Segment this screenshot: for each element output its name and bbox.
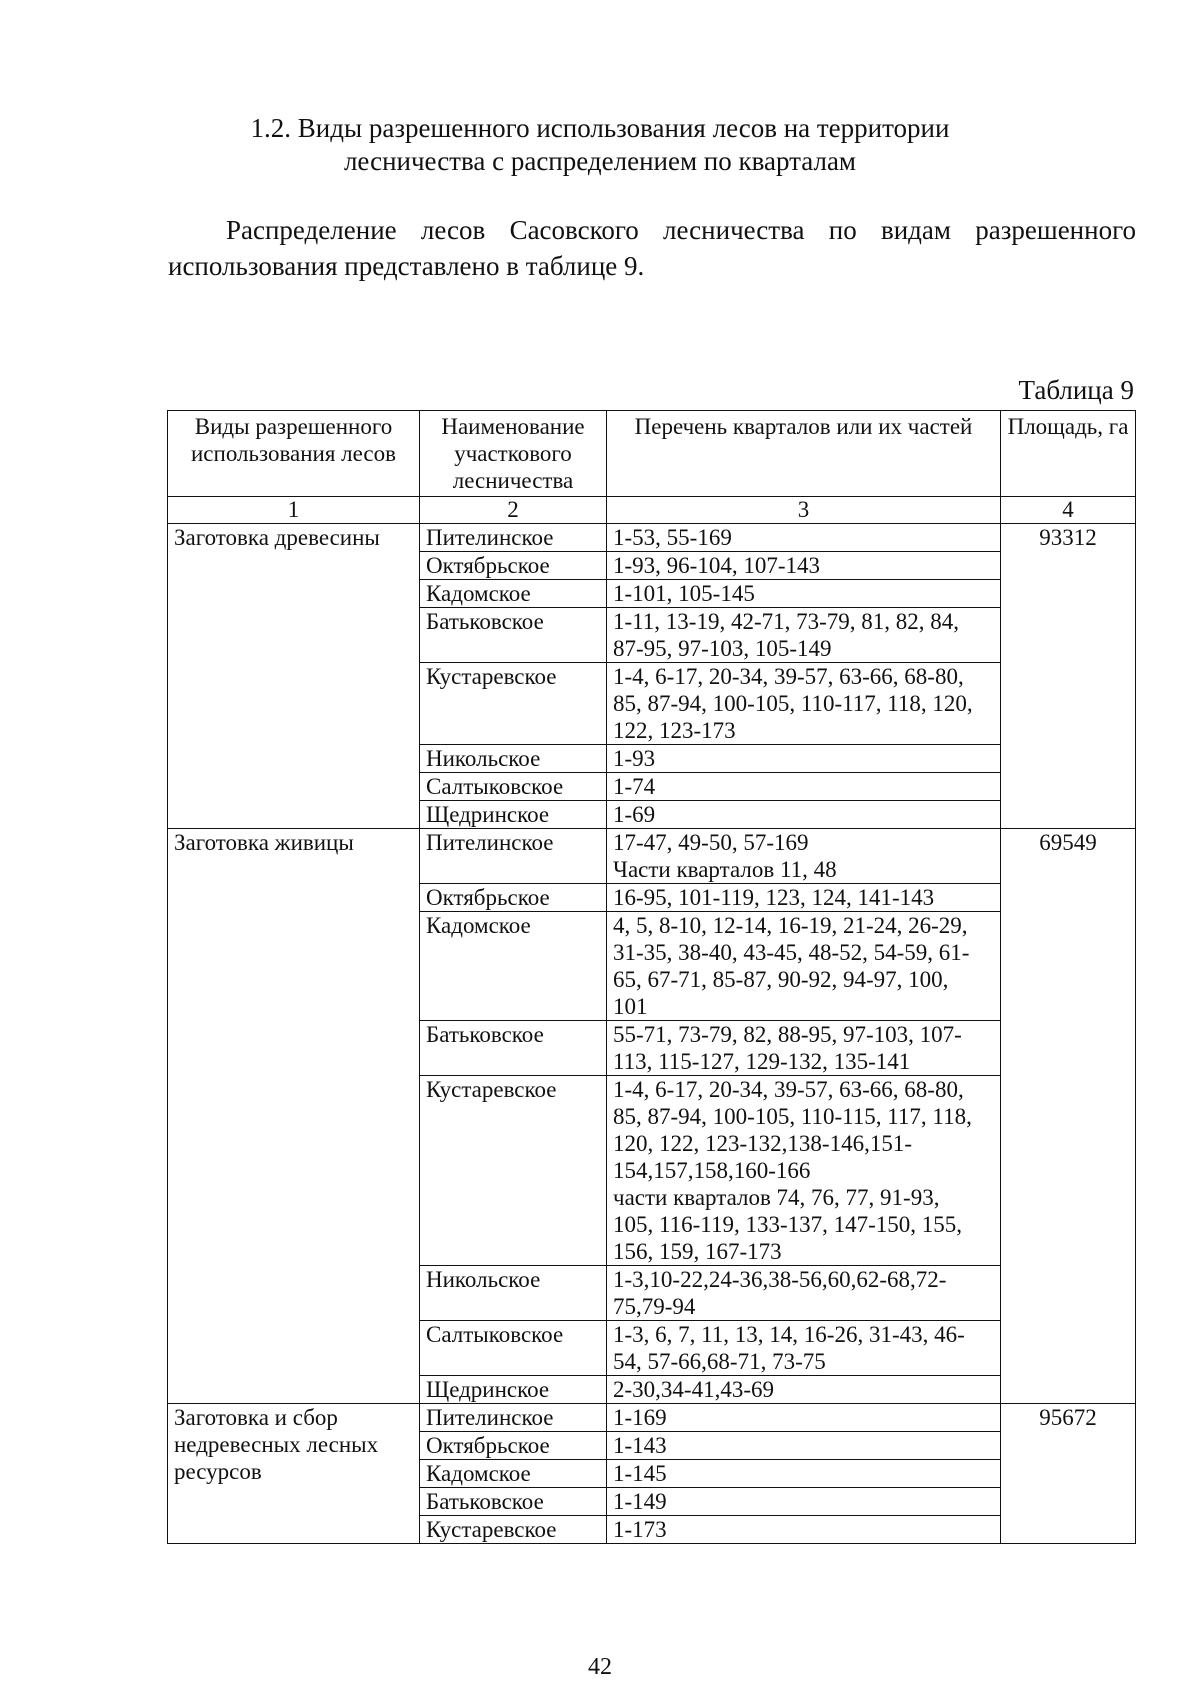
- cell-quarters: 1-69: [607, 801, 1001, 829]
- cell-quarters: 1-101, 105-145: [607, 580, 1001, 608]
- column-number: 1: [168, 497, 420, 524]
- intro-line-2: использования представлено в таблице 9.: [168, 251, 645, 281]
- table-header-row: [168, 411, 1136, 497]
- cell-quarters: 1-145: [607, 1460, 1001, 1488]
- cell-quarters: 1-11, 13-19, 42-71, 73-79, 81, 82, 84, 87-95, 97-103, 105-149: [607, 608, 1001, 663]
- forest-use-table: [167, 410, 1136, 1544]
- cell-forestry: Батьковское: [420, 1488, 607, 1516]
- cell-forestry: Пителинское: [420, 1404, 607, 1432]
- section-heading-line-2: лесничества с распределением по кварталам: [343, 146, 857, 176]
- cell-area: 69549: [1001, 829, 1136, 1404]
- cell-forestry: Никольское: [420, 745, 607, 773]
- cell-area: 93312: [1001, 524, 1136, 829]
- cell-quarters: 1-74: [607, 773, 1001, 801]
- cell-quarters: 17-47, 49-50, 57-169 Части кварталов 11, 48: [607, 829, 1001, 884]
- cell-quarters: 55-71, 73-79, 82, 88-95, 97-103, 107- 113, 115-127, 129-132, 135-141: [607, 1021, 1001, 1076]
- header-area: Площадь, га: [1001, 411, 1136, 497]
- cell-forestry: Батьковское: [420, 1021, 607, 1076]
- cell-quarters: 1-173: [607, 1516, 1001, 1544]
- cell-quarters: 1-143: [607, 1432, 1001, 1460]
- cell-quarters: 4, 5, 8-10, 12-14, 16-19, 21-24, 26-29, 31-35, 38-40, 43-45, 48-52, 54-59, 61- 65, 67-71, 85-87, 90-92, 94-97, 100, 101: [607, 912, 1001, 1021]
- cell-forestry: Кадомское: [420, 580, 607, 608]
- cell-quarters: 1-3,10-22,24-36,38-56,60,62-68,72- 75,79-94: [607, 1266, 1001, 1321]
- cell-forestry: Щедринское: [420, 801, 607, 829]
- table-row: [168, 829, 1136, 884]
- cell-quarters: 1-3, 6, 7, 11, 13, 14, 16-26, 31-43, 46- 54, 57-66,68-71, 73-75: [607, 1321, 1001, 1376]
- section-heading-line-1: 1.2. Виды разрешенного использования лесов на территории: [250, 113, 950, 143]
- section-heading: [150, 112, 1050, 178]
- cell-use-type: Заготовка живицы: [168, 829, 420, 1404]
- cell-quarters: 1-93: [607, 745, 1001, 773]
- cell-use-type: Заготовка древесины: [168, 524, 420, 829]
- cell-forestry: Щедринское: [420, 1376, 607, 1404]
- intro-line-1: Распределение лесов Сасовского лесничества по видам разрешенного: [226, 215, 1136, 245]
- cell-use-type: Заготовка и сбор недревесных лесных ресурсов: [168, 1404, 420, 1544]
- cell-area: 95672: [1001, 1404, 1136, 1544]
- cell-forestry: Пителинское: [420, 829, 607, 884]
- cell-quarters: 16-95, 101-119, 123, 124, 141-143: [607, 884, 1001, 912]
- page-number: 42: [588, 1654, 612, 1680]
- column-number: 4: [1001, 497, 1136, 524]
- table-row: [168, 524, 1136, 552]
- cell-quarters: 1-169: [607, 1404, 1001, 1432]
- cell-quarters: 1-4, 6-17, 20-34, 39-57, 63-66, 68-80, 85, 87-94, 100-105, 110-115, 117, 118, 120, 122, 123-132,138-146,151- 154,157,158,160-166 части кварталов 74, 76, 77, 91-93, 105, 116-119, 133-137, 147-150, 155, 156, 159, 167-173: [607, 1076, 1001, 1266]
- header-quarters: Перечень кварталов или их частей: [607, 411, 1001, 497]
- header-use-type: Виды разрешенного использования лесов: [168, 411, 420, 497]
- column-number-row: [168, 497, 1136, 524]
- cell-quarters: 1-53, 55-169: [607, 524, 1001, 552]
- cell-forestry: Кустаревское: [420, 663, 607, 745]
- cell-forestry: Никольское: [420, 1266, 607, 1321]
- cell-forestry: Кадомское: [420, 1460, 607, 1488]
- cell-quarters: 1-149: [607, 1488, 1001, 1516]
- cell-forestry: Кустаревское: [420, 1076, 607, 1266]
- intro-paragraph: [168, 212, 1136, 284]
- cell-quarters: 1-4, 6-17, 20-34, 39-57, 63-66, 68-80, 85, 87-94, 100-105, 110-117, 118, 120, 122, 123-173: [607, 663, 1001, 745]
- cell-forestry: Пителинское: [420, 524, 607, 552]
- cell-forestry: Октябрьское: [420, 1432, 607, 1460]
- column-number: 3: [607, 497, 1001, 524]
- cell-forestry: Батьковское: [420, 608, 607, 663]
- header-forestry: Наименование участкового лесничества: [420, 411, 607, 497]
- cell-forestry: Салтыковское: [420, 1321, 607, 1376]
- cell-forestry: Салтыковское: [420, 773, 607, 801]
- cell-forestry: Кустаревское: [420, 1516, 607, 1544]
- table-label: Таблица 9: [1018, 375, 1134, 405]
- cell-forestry: Октябрьское: [420, 552, 607, 580]
- cell-forestry: Кадомское: [420, 912, 607, 1021]
- table-row: [168, 1404, 1136, 1432]
- cell-forestry: Октябрьское: [420, 884, 607, 912]
- column-number: 2: [420, 497, 607, 524]
- cell-quarters: 2-30,34-41,43-69: [607, 1376, 1001, 1404]
- cell-quarters: 1-93, 96-104, 107-143: [607, 552, 1001, 580]
